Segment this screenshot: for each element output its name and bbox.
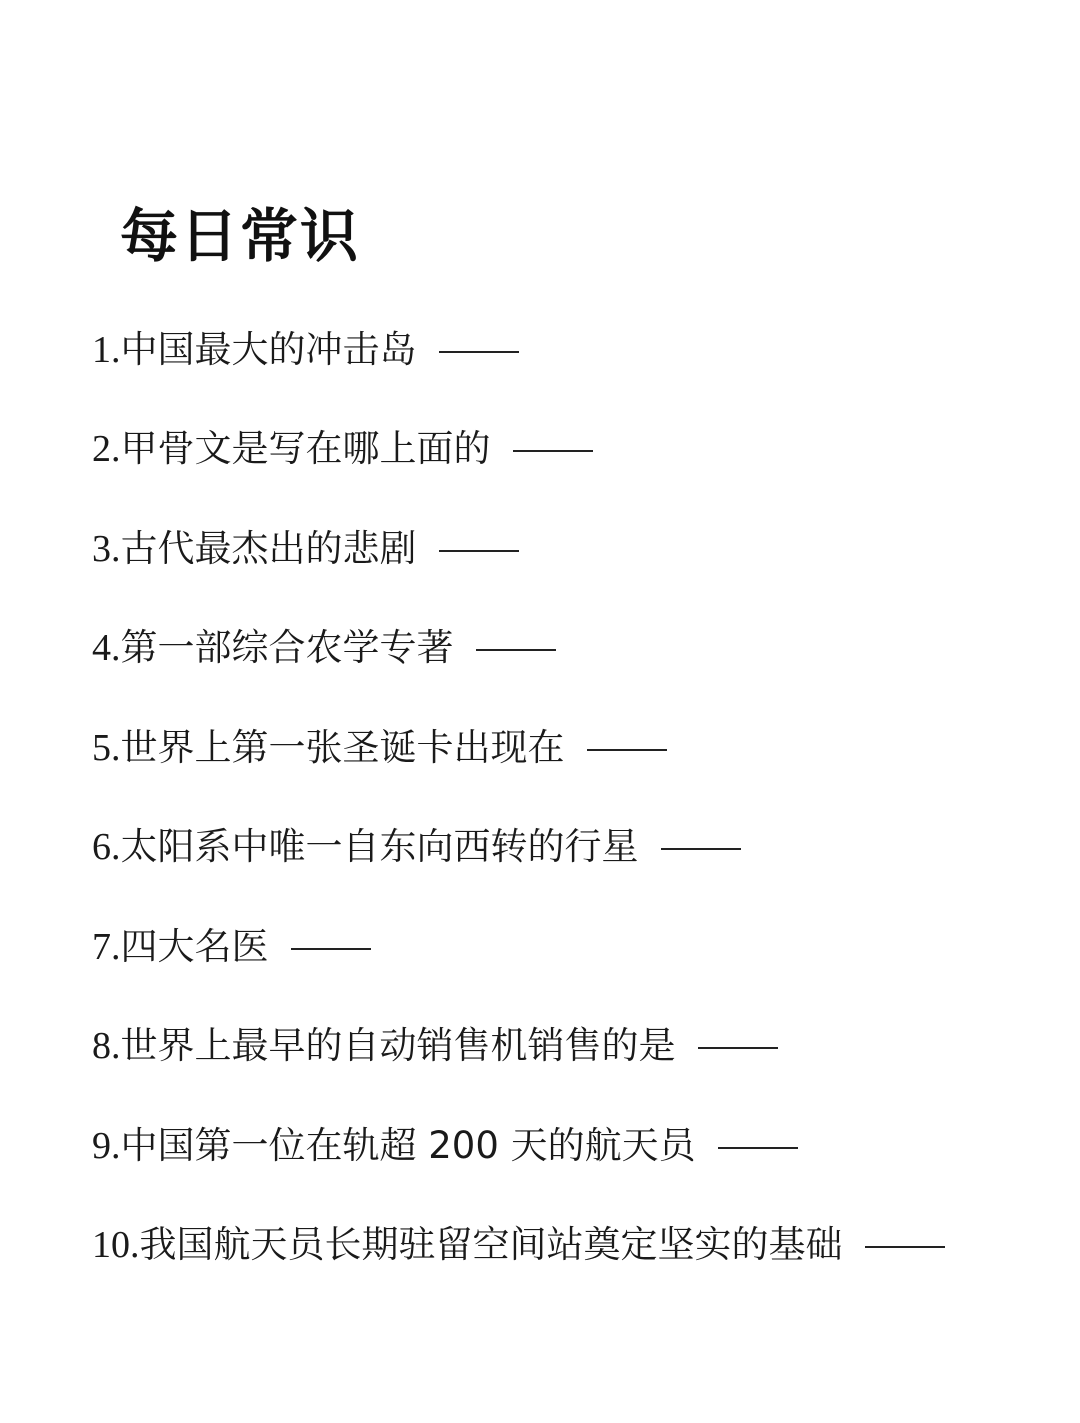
question-number: 3. bbox=[92, 527, 121, 570]
answer-blank-line bbox=[513, 450, 593, 452]
question-item bbox=[92, 1096, 945, 1196]
question-number: 1. bbox=[92, 328, 121, 371]
question-text: 中国第一位在轨超 200 天的航天员 bbox=[120, 1123, 696, 1167]
question-item bbox=[92, 1196, 945, 1296]
question-item bbox=[92, 300, 945, 400]
question-item bbox=[92, 997, 945, 1097]
question-text: 古代最杰出的悲剧 bbox=[120, 526, 417, 570]
question-item bbox=[92, 798, 945, 898]
question-item bbox=[92, 499, 945, 599]
answer-blank-line bbox=[439, 351, 519, 353]
question-number: 4. bbox=[92, 627, 121, 670]
question-number: 6. bbox=[92, 826, 121, 869]
question-text: 太阳系中唯一自东向西转的行星 bbox=[120, 825, 639, 869]
question-text: 世界上最早的自动销售机销售的是 bbox=[120, 1024, 676, 1068]
answer-blank-line bbox=[439, 550, 519, 552]
question-item bbox=[92, 599, 945, 699]
answer-blank-line bbox=[661, 848, 741, 850]
question-text: 甲骨文是写在哪上面的 bbox=[120, 427, 491, 471]
question-number: 10. bbox=[92, 1224, 140, 1267]
question-number: 7. bbox=[92, 925, 121, 968]
question-item bbox=[92, 400, 945, 500]
question-text: 我国航天员长期驻留空间站奠定坚实的基础 bbox=[139, 1223, 843, 1267]
question-text: 世界上第一张圣诞卡出现在 bbox=[120, 725, 565, 769]
answer-blank-line bbox=[698, 1047, 778, 1049]
question-text: 第一部综合农学专著 bbox=[120, 626, 454, 670]
question-item bbox=[92, 698, 945, 798]
answer-blank-line bbox=[587, 749, 667, 751]
answer-blank-line bbox=[718, 1147, 798, 1149]
question-item bbox=[92, 897, 945, 997]
question-text: 四大名医 bbox=[120, 924, 269, 968]
question-number: 5. bbox=[92, 726, 121, 769]
answer-blank-line bbox=[865, 1246, 945, 1248]
question-list bbox=[92, 300, 945, 1295]
answer-blank-line bbox=[291, 948, 371, 950]
question-number: 9. bbox=[92, 1124, 121, 1167]
question-number: 8. bbox=[92, 1025, 121, 1068]
question-text: 中国最大的冲击岛 bbox=[120, 327, 417, 371]
page-title: 每日常识 bbox=[120, 202, 361, 270]
answer-blank-line bbox=[476, 649, 556, 651]
question-number: 2. bbox=[92, 428, 121, 471]
